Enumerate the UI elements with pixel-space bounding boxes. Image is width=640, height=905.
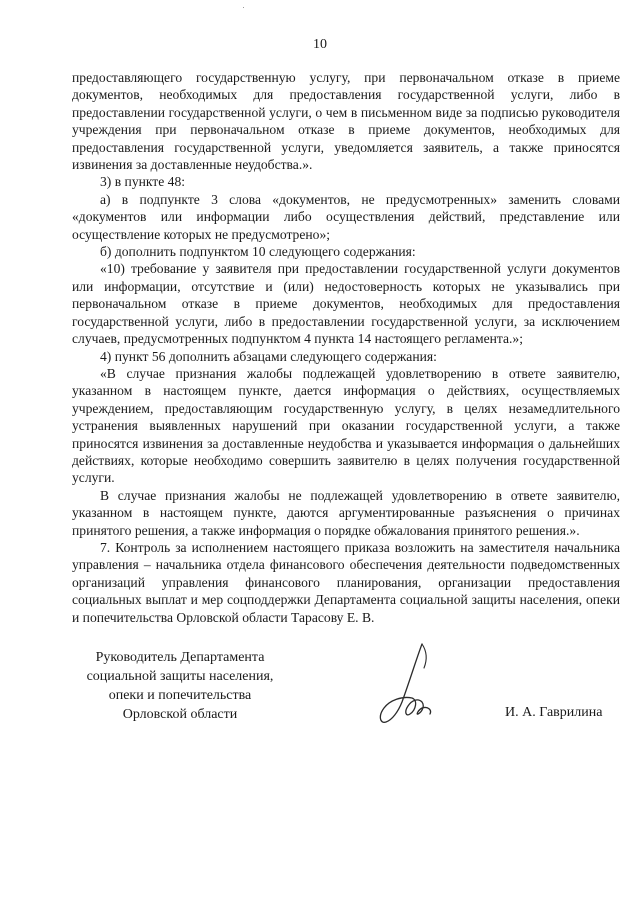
document-body	[72, 69, 620, 626]
signature-stroke	[380, 644, 430, 722]
paragraph: предоставляющего государственную услугу, при первоначальном отказе в приеме документов, необходимых для предоставления государственной услуги, либо в предоставлении государственной услуги, о чем в письменном виде за подписью руководителя учреждения при первоначальном отказе в приеме документов, необходимых для предоставления государственной услуги, уведомляется заявитель, а также приносятся извинения за доставленные неудобства.».	[72, 70, 620, 173]
paragraph: а) в подпункте 3 слова «документов, не предусмотренных» заменить словами «документов или информации либо осуществления действий, представление или осуществление которых не предусмотрено»;	[72, 191, 620, 242]
paragraph: 7. Контроль за исполнением настоящего приказа возложить на заместителя начальника управления – начальника отдела финансового обеспечения деятельности подведомственных организаций управления финансового планирования, организации предоставления социальных выплат и мер соцподдержки Департамента социальной защиты населения, опеки и попечительства Орловской области Тарасову Е. В.	[72, 539, 620, 625]
position-line: опеки и попечительства	[108, 688, 252, 703]
paragraph: «В случае признания жалобы подлежащей удовлетворению в ответе заявителю, указанном в настоящем пункте, дается информация о действиях, осуществляемых учреждением, предоставляющим государственную услугу, в целях незамедлительного устранения выявленных нарушений при оказании государственной услуги, а также приносятся извинения за доставленные неудобства и указывается информация о дальнейших действиях, которые необходимо совершить заявителю в целях получения государственной услуги.	[72, 365, 620, 486]
paragraph: «10) требование у заявителя при предоставлении государственной услуги документов или информации, отсутствие и (или) недостоверность которых не указывались при первоначальном отказе в приеме документов, необходимых для предоставления государственной услуги, либо в предоставлении государственной услуги, за исключением случаев, предусмотренных подпунктом 4 пункта 14 настоящего регламента.»;	[72, 261, 620, 347]
signatory-position	[70, 648, 290, 724]
signer-name: И. А. Гаврилина	[505, 705, 603, 720]
paragraph: В случае признания жалобы не подлежащей удовлетворению в ответе заявителю, указанном в настоящем пункте, даются аргументированные разъяснения о причинах принятого решения, а также информация о порядке обжалования принятого решения.».	[72, 487, 620, 538]
page-number: 10	[313, 37, 327, 52]
position-line: социальной защиты населения,	[86, 669, 274, 684]
signature-stroke	[422, 644, 426, 668]
paragraph: 3) в пункте 48:	[100, 174, 186, 190]
position-line: Руководитель Департамента	[95, 650, 265, 665]
handwritten-signature	[372, 640, 438, 726]
scan-artifact	[243, 7, 244, 8]
paragraph: б) дополнить подпунктом 10 следующего содержания:	[100, 244, 416, 260]
paragraph: 4) пункт 56 дополнить абзацами следующего содержания:	[100, 348, 437, 364]
position-line: Орловской области	[122, 707, 238, 722]
